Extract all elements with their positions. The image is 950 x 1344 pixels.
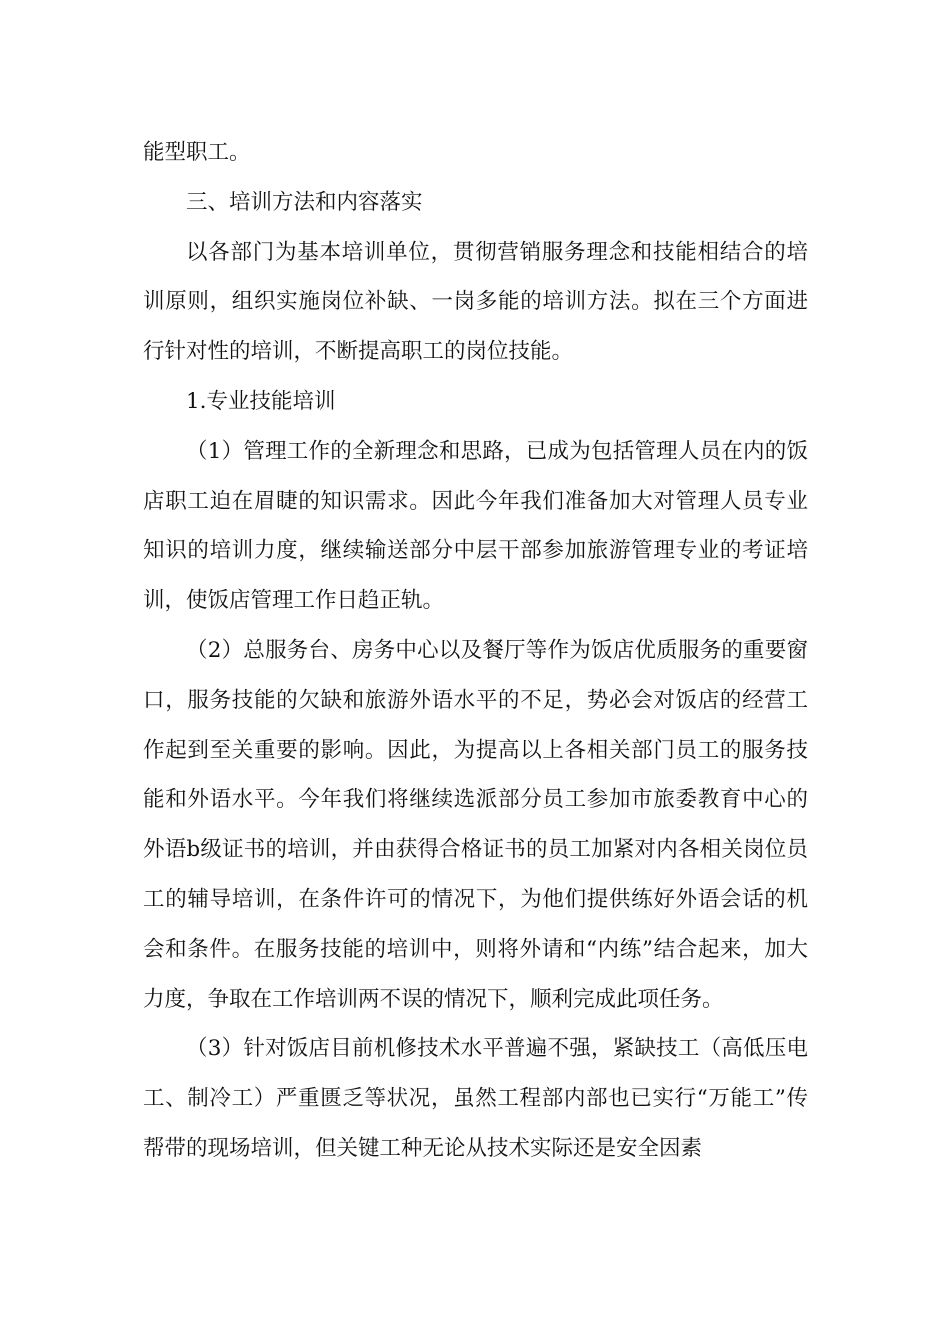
paragraph-item-1-management: （1）管理工作的全新理念和思路，已成为包括管理人员在内的饭店职工迫在眉睫的知识需求。因此今年我们准备加大对管理人员专业知识的培训力度，继续输送部分中层干部参加旅游管理专业的考证培训，使饭店管理工作日趋正轨。 [143, 438, 808, 614]
section-heading-training-methods: 三、培训方法和内容落实 [186, 189, 423, 215]
paragraph-training-principle: 以各部门为基本培训单位，贯彻营销服务理念和技能相结合的培训原则，组织实施岗位补缺、一岗多能的培训方法。拟在三个方面进行针对性的培训，不断提高职工的岗位技能。 [143, 239, 808, 365]
subheading-professional-skills: 1.专业技能培训 [186, 388, 336, 414]
document-body [143, 128, 808, 1174]
paragraph-item-3-maintenance: （3）针对饭店目前机修技术水平普遍不强，紧缺技工（高低压电工、制冷工）严重匮乏等状况，虽然工程部内部也已实行“万能工”传帮带的现场培训，但关键工种无论从技术实际还是安全因素 [143, 1036, 808, 1161]
paragraph-item-2-front-desk: （2）总服务台、房务中心以及餐厅等作为饭店优质服务的重要窗口，服务技能的欠缺和旅游外语水平的不足，势必会对饭店的经营工作起到至关重要的影响。因此，为提高以上各相关部门员工的服务技能和外语水平。今年我们将继续选派部分员工参加市旅委教育中心的外语b级证书的培训，并由获得合格证书的员工加紧对内各相关岗位员工的辅导培训，在条件许可的情况下，为他们提供练好外语会话的机会和条件。在服务技能的培训中，则将外请和“内练”结合起来，加大力度，争取在工作培训两不误的情况下，顺利完成此项任务。 [143, 637, 808, 1012]
paragraph-continuation: 能型职工。 [143, 140, 251, 165]
